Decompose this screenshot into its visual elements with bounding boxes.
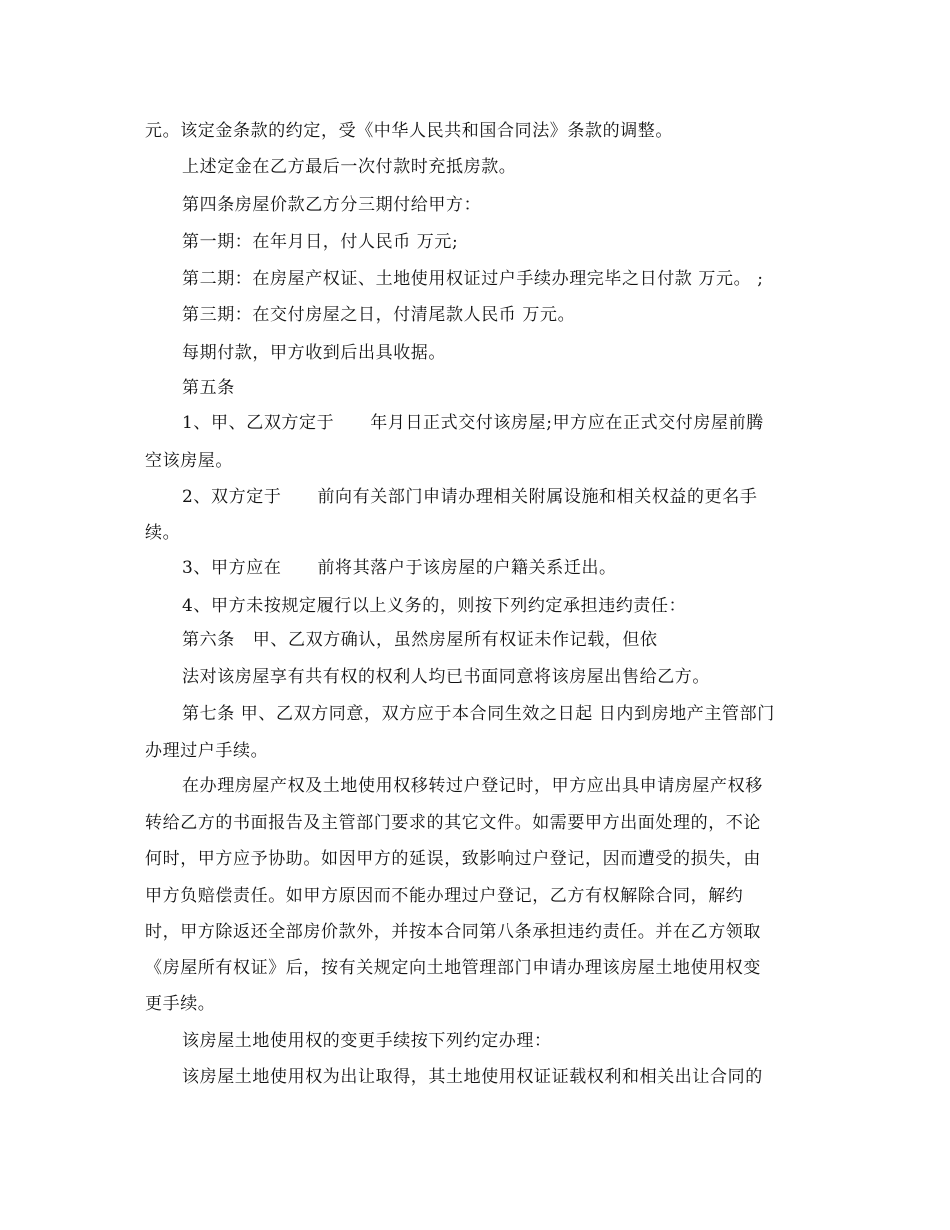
text-line-19: 在办理房屋产权及土地使用权移转过户登记时，甲方应出具申请房屋产权移: [182, 776, 763, 796]
text-line-5: 第二期：在房屋产权证、土地使用权证过户手续办理完毕之日付款 万元。 ;: [182, 269, 764, 289]
text-line-24: 《房屋所有权证》后，按有关规定向土地管理部门申请办理该房屋土地使用权变: [145, 958, 761, 978]
text-line-6: 第三期：在交付房屋之日，付清尾款人民币 万元。: [182, 305, 576, 325]
text-line-7: 每期付款，甲方收到后出具收据。: [182, 343, 446, 363]
text-line-2: 上述定金在乙方最后一次付款时充抵房款。: [182, 157, 517, 177]
text-line-12: 续。: [145, 523, 181, 543]
text-line-14: 4、甲方未按规定履行以上义务的，则按下列约定承担违约责任：: [182, 596, 687, 616]
text-line-3: 第四条房屋价款乙方分三期付给甲方：: [182, 195, 482, 215]
text-line-18: 办理过户手续。: [145, 741, 269, 761]
text-line-8: 第五条: [182, 378, 235, 398]
text-line-20: 转给乙方的书面报告及主管部门要求的其它文件。如需要甲方出面处理的，不论: [145, 813, 761, 833]
text-line-16: 法对该房屋享有共有权的权利人均已书面同意将该房屋出售给乙方。: [182, 667, 710, 687]
text-line-25: 更手续。: [145, 994, 216, 1014]
text-line-21: 何时，甲方应予协助。如因甲方的延误，致影响过户登记，因而遭受的损失，由: [145, 849, 761, 869]
text-line-4: 第一期：在年月日，付人民币 万元;: [182, 232, 459, 252]
text-line-10: 空该房屋。: [145, 451, 233, 471]
text-line-13: 3、甲方应在 前将其落户于该房屋的户籍关系迁出。: [182, 558, 617, 578]
text-line-1: 元。该定金条款的约定，受《中华人民共和国合同法》条款的调整。: [145, 121, 673, 141]
text-line-26: 该房屋土地使用权的变更手续按下列约定办理：: [182, 1031, 552, 1051]
text-line-23: 时，甲方除返还全部房价款外，并按本合同第八条承担违约责任。并在乙方领取: [145, 922, 761, 942]
text-line-15: 第六条 甲、乙双方确认，虽然房屋所有权证未作记载，但依: [182, 630, 658, 650]
text-line-27: 该房屋土地使用权为出让取得，其土地使用权证证载权利和相关出让合同的: [182, 1067, 763, 1087]
text-line-9: 1、甲、乙双方定于 年月日正式交付该房屋;甲方应在正式交付房屋前腾: [182, 413, 764, 433]
text-line-17: 第七条 甲、乙双方同意，双方应于本合同生效之日起 日内到房地产主管部门: [182, 704, 775, 724]
text-line-11: 2、双方定于 前向有关部门申请办理相关附属设施和相关权益的更名手: [182, 487, 758, 507]
text-line-22: 甲方负赔偿责任。如甲方原因而不能办理过户登记，乙方有权解除合同，解约: [145, 886, 744, 906]
